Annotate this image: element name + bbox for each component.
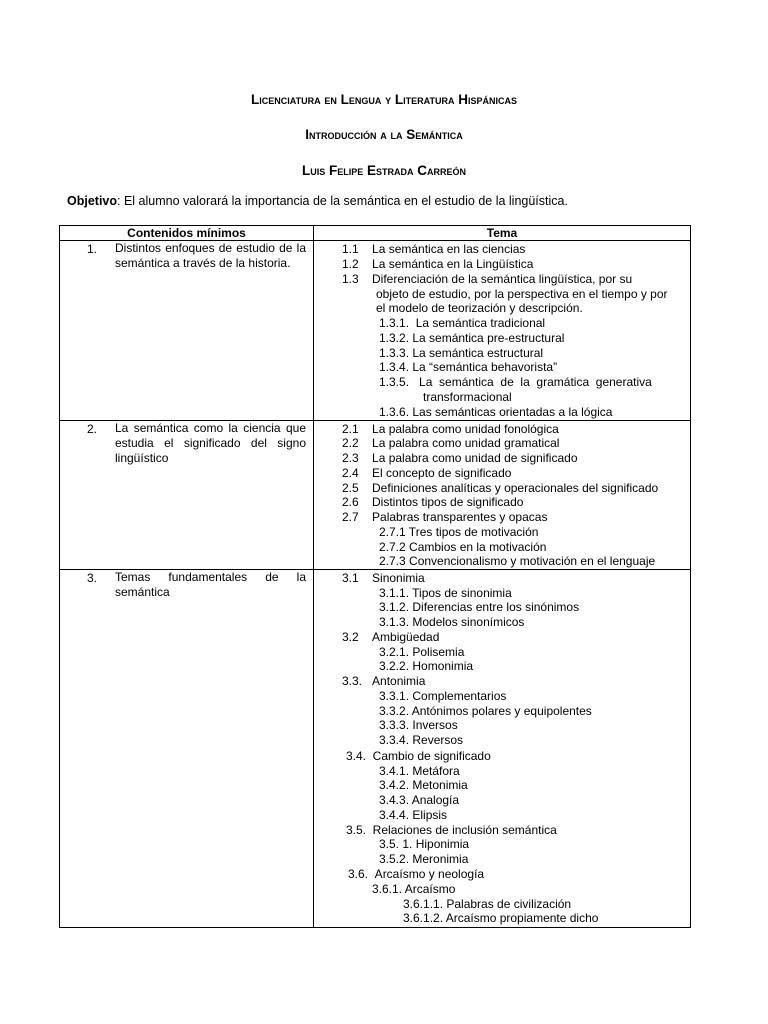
topic-item: 3.3.2. Antónimos polares y equipolentes [379,704,592,718]
topic-item: 3.4.1. Metáfora [379,764,460,778]
topic-item: 3.6.1.1. Palabras de civilización [403,897,572,911]
topic-item: 3.4. Cambio de significado [346,749,491,763]
topic-item: 3.2.2. Homonimia [379,659,474,673]
course-title: Introducción a la Semántica [305,127,463,142]
topic-item: 3.1.2. Diferencias entre los sinónimos [379,600,580,614]
row-number: 2. [87,422,98,436]
topic-item: 3.1 Sinonimia [342,571,425,585]
topic-item: 3.5. Relaciones de inclusión semántica [346,823,557,837]
topic-item: 2.6 Distintos tipos de significado [342,495,524,509]
table-column-divider [313,225,314,928]
topic-item: 1.3.6. Las semánticas orientadas a la lógica [379,405,613,419]
program-title: Licenciatura en Lengua y Literatura Hispánicas [251,92,517,107]
topic-item: 3.3.4. Reversos [379,733,464,747]
topic-item: 2.1 La palabra como unidad fonológica [342,422,559,436]
topic-item: objeto de estudio, por la perspectiva en el tiempo y por [376,287,668,301]
topic-item: 3.4.3. Analogía [379,793,460,807]
topic-item: 3.2 Ambigüedad [342,630,440,644]
topic-item: 1.3.5. La semántica de la gramática generativa [379,375,652,389]
table-border-right [690,225,691,928]
topic-item: 1.3 Diferenciación de la semántica lingüística, por su [342,272,633,286]
topic-item: 3.4.2. Metonimia [379,778,468,792]
topic-item: 3.5. 1. Hiponimia [379,837,470,851]
topic-item: 3.6.1.2. Arcaísmo propiamente dicho [403,911,599,925]
topic-item: 1.2 La semántica en la Lingüística [342,257,534,271]
row-number: 3. [87,571,98,585]
topic-item: 3.2.1. Polisemia [379,645,465,659]
topic-item: 2.3 La palabra como unidad de significado [342,451,578,465]
topic-item: 3.6. Arcaísmo y neología [348,867,485,881]
column-header-topic: Tema [486,226,518,240]
table-border-bottom [59,927,691,928]
row-number: 1. [87,242,98,256]
topic-item: 3.4.4. Elipsis [379,808,448,822]
topic-item: 3.6.1. Arcaísmo [372,882,456,896]
row-content: Temas fundamentales de la semántica [115,570,306,599]
topic-item: 3.3. Antonimia [342,674,426,688]
topic-item: 2.7.1 Tres tipos de motivación [379,525,539,539]
topic-item: 2.4 El concepto de significado [342,466,512,480]
topic-item: 3.3.1. Complementarios [379,689,507,703]
topic-item: 3.5.2. Meronimia [379,852,469,866]
topic-item: 1.3.4. La “semántica behavorista” [379,360,558,374]
topic-item: 1.1 La semántica en las ciencias [342,242,526,256]
teacher-name: Luis Felipe Estrada Carreón [301,163,466,178]
topic-item: 2.7 Palabras transparentes y opacas [342,510,548,524]
objective-text: : El alumno valorará la importancia de la semántica en el estudio de la lingüística. [117,194,568,208]
topic-item: transformacional [423,390,512,404]
table-border-left [59,225,60,928]
column-header-contents: Contenidos mínimos [127,226,246,240]
topic-item: 2.7.2 Cambios en la motivación [379,540,547,554]
topic-item: 1.3.1. La semántica tradicional [379,316,546,330]
topic-item: el modelo de teorización y descripción. [376,301,583,315]
row-content: Distintos enfoques de estudio de la semántica a través de la historia. [115,241,306,270]
topic-item: 1.3.2. La semántica pre-estructural [379,331,565,345]
topic-item: 1.3.3. La semántica estructural [379,346,544,360]
objective [67,194,568,208]
topic-item: 2.2 La palabra como unidad gramatical [342,436,560,450]
topic-item: 2.5 Definiciones analíticas y operacionales del significado [342,481,659,495]
row-content: La semántica como la ciencia que estudia el significado del signo lingüístico [115,421,306,465]
objective-label: Objetivo [67,194,118,208]
topic-item: 3.3.3. Inversos [379,718,458,732]
topic-item: 3.1.3. Modelos sinonímicos [379,615,525,629]
topic-item: 3.1.1. Tipos de sinonimia [379,586,512,600]
topic-item: 2.7.3 Convencionalismo y motivación en el lenguaje [379,554,656,568]
